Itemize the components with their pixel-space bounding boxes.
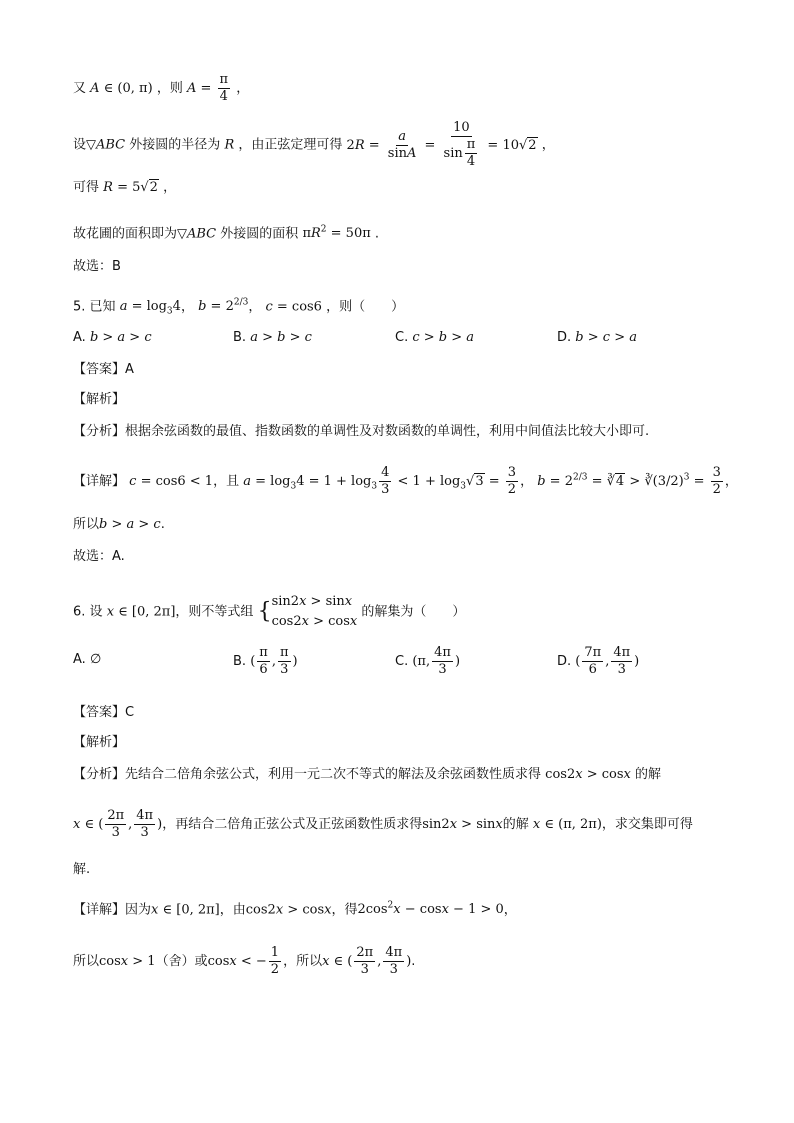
formula: $b = 2^{2/3}$ xyxy=(198,298,249,315)
formula: A = $\frac{\pi}{4}$ xyxy=(186,72,229,104)
formula: $\pi R^2 = 50\pi$ xyxy=(302,225,371,242)
question-6: 6. 设 x ∈ [0, 2π]，则不等式组 { sin2x > sinx cos2x > cosx 的解集为（ ） xyxy=(73,594,466,629)
text: ， xyxy=(163,180,177,195)
text: 又 xyxy=(73,81,87,96)
answer-5: 【答案】A xyxy=(73,362,134,377)
analysis-5: 【解析】 xyxy=(73,392,126,407)
text: 外接圆的半径为 xyxy=(129,137,221,153)
line-5: 故选：B xyxy=(73,259,121,274)
formula: 2R = $\frac{a}{\sin A}$ = 10 sin $\frac{\pi}{4}$ = 10√2 xyxy=(346,120,537,169)
text: ，则（ ） xyxy=(326,299,405,315)
analysis-6: 【解析】 xyxy=(73,735,126,750)
text: ， xyxy=(541,137,555,153)
formula: c = cos6 xyxy=(265,299,322,315)
line-2: 设▽ABC 外接圆的半径为 R ，由正弦定理可得 2R = $\frac{a}{\sin A}$ = 10 sin $\frac{\pi}{4}$ = 10√2 ， xyxy=(73,120,555,169)
fenxi-6-line2: x ∈ ( $\frac{2\pi}{3}$ , $\frac{4\pi}{3}$ )，再结合二倍角正弦公式及正弦函数性质求得sin2x > sinx的解 x ∈ (π, 2π)，求交集即可得 xyxy=(73,808,693,840)
text: ，由正弦定理可得 xyxy=(238,137,343,153)
choice-c[interactable]: C. c > b > a xyxy=(395,330,475,345)
text: ， xyxy=(236,81,250,96)
xiangjie-5: 【详解】 c = cos6 < 1，且 $a = \log_34 = 1 + \log_3$ $\frac{4}{3}$ < $1 + \log_3√3$ = $\frac{3}{2}$ ， $b = 2^{2/3}$ = ∛4 > $∛(3/2)^3$ = $\frac{3}{2}$ ， xyxy=(73,465,738,497)
line-4: 故花圃的面积即为▽ABC 外接圆的面积 $\pi R^2 = 50\pi$ . xyxy=(73,225,380,242)
choose-5: 故选：A. xyxy=(73,549,125,564)
formula: A ∈ (0, π) xyxy=(90,81,153,96)
choice-c[interactable]: C. (π, $\frac{4\pi}{3}$ ) xyxy=(395,645,461,677)
formula: $a = \log_34$ xyxy=(119,299,181,317)
text: 可得 xyxy=(73,180,100,195)
text: 外接圆的面积 xyxy=(220,226,299,242)
fenxi-5: 【分析】根据余弦函数的最值、指数函数的单调性及对数函数的单调性，利用中间值法比较大小即可. xyxy=(73,424,650,439)
choice-a[interactable]: A. ∅ xyxy=(73,652,102,667)
fenxi-6-line3: 解. xyxy=(73,862,91,877)
choice-b[interactable]: B. ( $\frac{\pi}{6}$ , $\frac{\pi}{3}$ ) xyxy=(233,645,298,677)
text: 故花圃的面积即为▽ xyxy=(73,226,187,242)
text: 5. 已知 xyxy=(73,299,116,315)
conclusion-5: 所以b > a > c. xyxy=(73,517,165,532)
choice-d[interactable]: D. ( $\frac{7\pi}{6}$ , $\frac{4\pi}{3}$ ) xyxy=(557,645,640,677)
text: ，则 xyxy=(156,81,183,96)
question-5: 5. 已知 $a = \log_34$， $b = 2^{2/3}$， c = cos6 ，则（ ） xyxy=(73,298,405,317)
line-3 xyxy=(73,178,176,198)
choice-b[interactable]: B. a > b > c xyxy=(233,330,312,345)
choice-a[interactable]: A. b > a > c xyxy=(73,330,152,345)
conclusion-6: 所以cosx > 1（舍）或cosx < − $\frac{1}{2}$ ，所以x ∈ ( $\frac{2\pi}{3}$ , $\frac{4\pi}{3}$ ). xyxy=(73,945,416,977)
answer-6: 【答案】C xyxy=(73,705,135,720)
xiangjie-6: 【详解】因为x ∈ [0, 2π]，由cos2x > cosx，得$2\cos^2x - \cos x - 1 > 0$， xyxy=(73,901,517,918)
formula: R = 5√2 xyxy=(103,180,158,195)
text: . xyxy=(374,226,380,242)
fenxi-6-line1: 【分析】先结合二倍角余弦公式，利用一元二次不等式的解法及余弦函数性质求得 cos2x > cosx 的解 xyxy=(73,767,662,782)
text: 设▽ xyxy=(73,137,96,153)
choice-d[interactable]: D. b > c > a xyxy=(557,330,637,345)
line-1 xyxy=(73,72,249,105)
